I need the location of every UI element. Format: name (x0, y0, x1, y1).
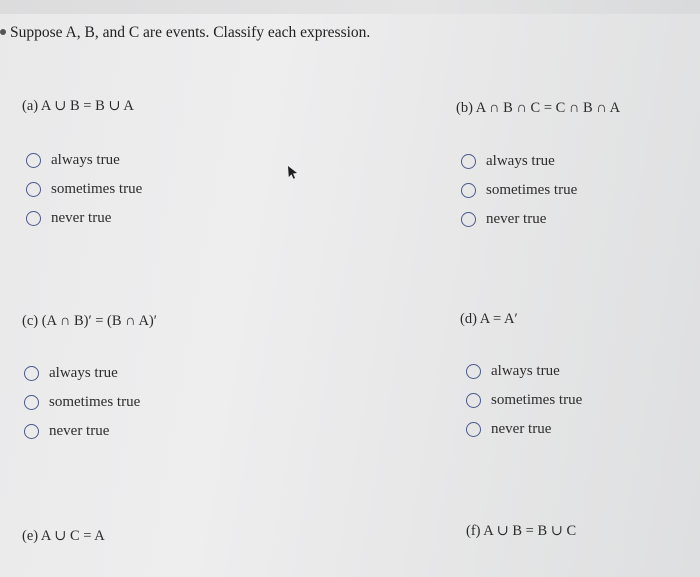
option-c-sometimes[interactable]: sometimes true (24, 388, 140, 417)
radio-button-icon[interactable] (24, 366, 39, 381)
radio-button-icon[interactable] (461, 154, 476, 169)
expression-b: (b) A ∩ B ∩ C = C ∩ B ∩ A (456, 100, 621, 116)
options-c (24, 359, 140, 446)
radio-button-icon[interactable] (24, 424, 39, 439)
option-a-always[interactable]: always true (26, 146, 142, 175)
mouse-pointer-icon (287, 165, 299, 181)
radio-button-icon[interactable] (26, 182, 41, 197)
radio-button-icon[interactable] (26, 211, 41, 226)
radio-button-icon[interactable] (24, 395, 39, 410)
options-b (461, 147, 577, 234)
option-d-always[interactable]: always true (466, 357, 582, 386)
option-c-always[interactable]: always true (24, 359, 140, 388)
expression-f: (f) A ∪ B = B ∪ C (466, 523, 577, 539)
options-d (466, 357, 582, 444)
options-a (26, 146, 142, 233)
option-b-never[interactable]: never true (461, 205, 577, 234)
option-d-sometimes[interactable]: sometimes true (466, 386, 582, 415)
expression-e: (e) A ∪ C = A (22, 528, 105, 544)
option-a-sometimes[interactable]: sometimes true (26, 175, 142, 204)
expression-a: (a) A ∪ B = B ∪ A (22, 98, 134, 114)
radio-button-icon[interactable] (466, 364, 481, 379)
option-b-always[interactable]: always true (461, 147, 577, 176)
question-bullet-icon (0, 29, 6, 35)
radio-button-icon[interactable] (461, 212, 476, 227)
radio-button-icon[interactable] (466, 422, 481, 437)
option-b-sometimes[interactable]: sometimes true (461, 176, 577, 205)
radio-button-icon[interactable] (466, 393, 481, 408)
expression-d: (d) A = A′ (460, 311, 518, 327)
option-a-never[interactable]: never true (26, 204, 142, 233)
option-c-never[interactable]: never true (24, 417, 140, 446)
radio-button-icon[interactable] (461, 183, 476, 198)
option-d-never[interactable]: never true (466, 415, 582, 444)
radio-button-icon[interactable] (26, 153, 41, 168)
expression-c: (c) (A ∩ B)′ = (B ∩ A)′ (22, 313, 157, 329)
question-prompt: Suppose A, B, and C are events. Classify each expression. (10, 24, 371, 41)
